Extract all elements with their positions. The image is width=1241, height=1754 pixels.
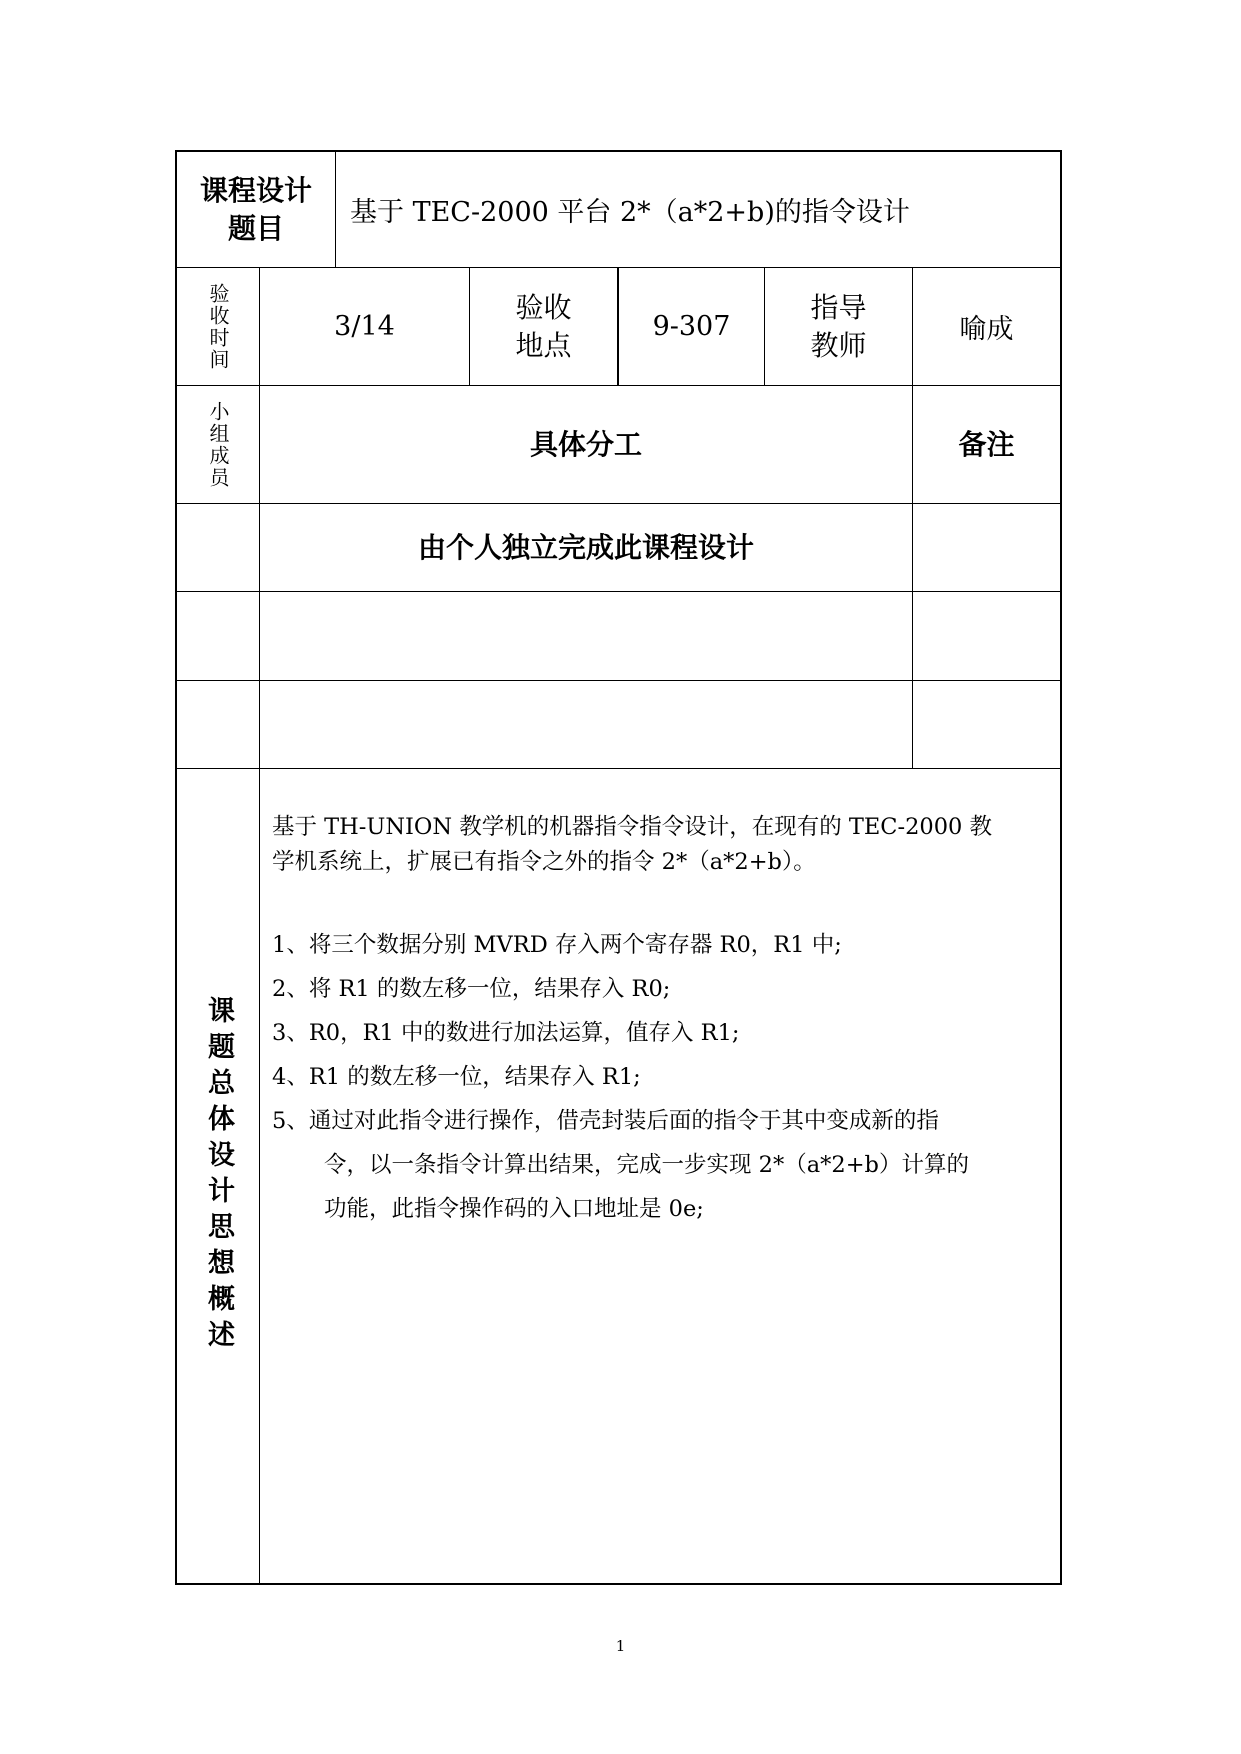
division-header-text: 具体分工 [529,427,642,461]
members-label-text: 小组成员 [206,400,230,489]
design-step-text: 5、通过对此指令进行操作，借壳封装后面的指令于其中变成新的指 [272,1108,939,1134]
member-remark-cell [913,592,1060,680]
table-border-right [1060,150,1062,1585]
member-division-cell [260,504,912,591]
page-number-text: 1 [615,1637,626,1655]
design-step [272,969,670,1009]
design-step-text: 3、R0，R1 中的数进行加法运算，值存入 R1; [272,1020,740,1046]
division-header [260,386,912,503]
acceptance-time-label [177,268,259,385]
design-step-continuation-text: 令，以一条指令计算出结果，完成一步实现 2*（a*2+b）计算的 [324,1152,969,1178]
design-overview-label [177,769,259,1583]
design-intro-line-1-text: 基于 TH-UNION 教学机的机器指令指令设计，在现有的 TEC-2000 教 [272,814,993,840]
course-title-text: 基于 TEC-2000 平台 2*（a*2+b)的指令设计 [350,197,910,228]
design-step-text: 1、将三个数据分别 MVRD 存入两个寄存器 R0，R1 中; [272,932,842,958]
teacher-label [765,268,912,385]
design-intro-line-1 [272,810,1052,845]
acceptance-time-label-text: 验收时间 [206,282,230,371]
teacher-label-text: 指导教师 [810,290,867,362]
remark-header [913,386,1060,503]
acceptance-place-value-text: 9-307 [652,311,731,342]
course-title-label-text: 课程设计题目 [199,173,312,245]
member-division-cell [260,681,912,768]
design-intro-line-2-text: 学机系统上，扩展已有指令之外的指令 2*（a*2+b）。 [272,849,816,875]
design-step-continuation-text: 功能，此指令操作码的入口地址是 0e; [324,1196,704,1222]
course-title-value [336,152,1060,267]
member-division-cell [260,592,912,680]
teacher-value [913,268,1060,385]
design-step-text: 4、R1 的数左移一位，结果存入 R1; [272,1064,641,1090]
member-remark-cell [913,504,1060,591]
acceptance-time-value-text: 3/14 [334,311,395,342]
design-step [272,1057,641,1097]
acceptance-place-label [470,268,617,385]
acceptance-time-value [260,268,469,385]
design-step [272,1101,939,1141]
teacher-value-text: 喻成 [959,314,1014,345]
members-label [177,386,259,503]
design-overview-label-text: 课题总体设计思想概述 [203,996,234,1356]
design-step-continuation [324,1145,969,1185]
member-remark-cell [913,681,1060,768]
design-step-text: 2、将 R1 的数左移一位，结果存入 R0; [272,976,671,1002]
design-step [272,925,842,965]
design-step [272,1013,739,1053]
design-intro-line-2 [272,845,1052,880]
remark-header-text: 备注 [958,427,1015,461]
design-step-continuation [324,1189,704,1229]
row-separator [175,768,1062,769]
page-number [0,1637,1241,1655]
acceptance-place-value [619,268,764,385]
course-title-label [177,152,335,267]
acceptance-place-label-text: 验收地点 [515,290,572,362]
table-border-bottom [175,1583,1062,1585]
member-division-text: 由个人独立完成此课程设计 [417,530,754,564]
